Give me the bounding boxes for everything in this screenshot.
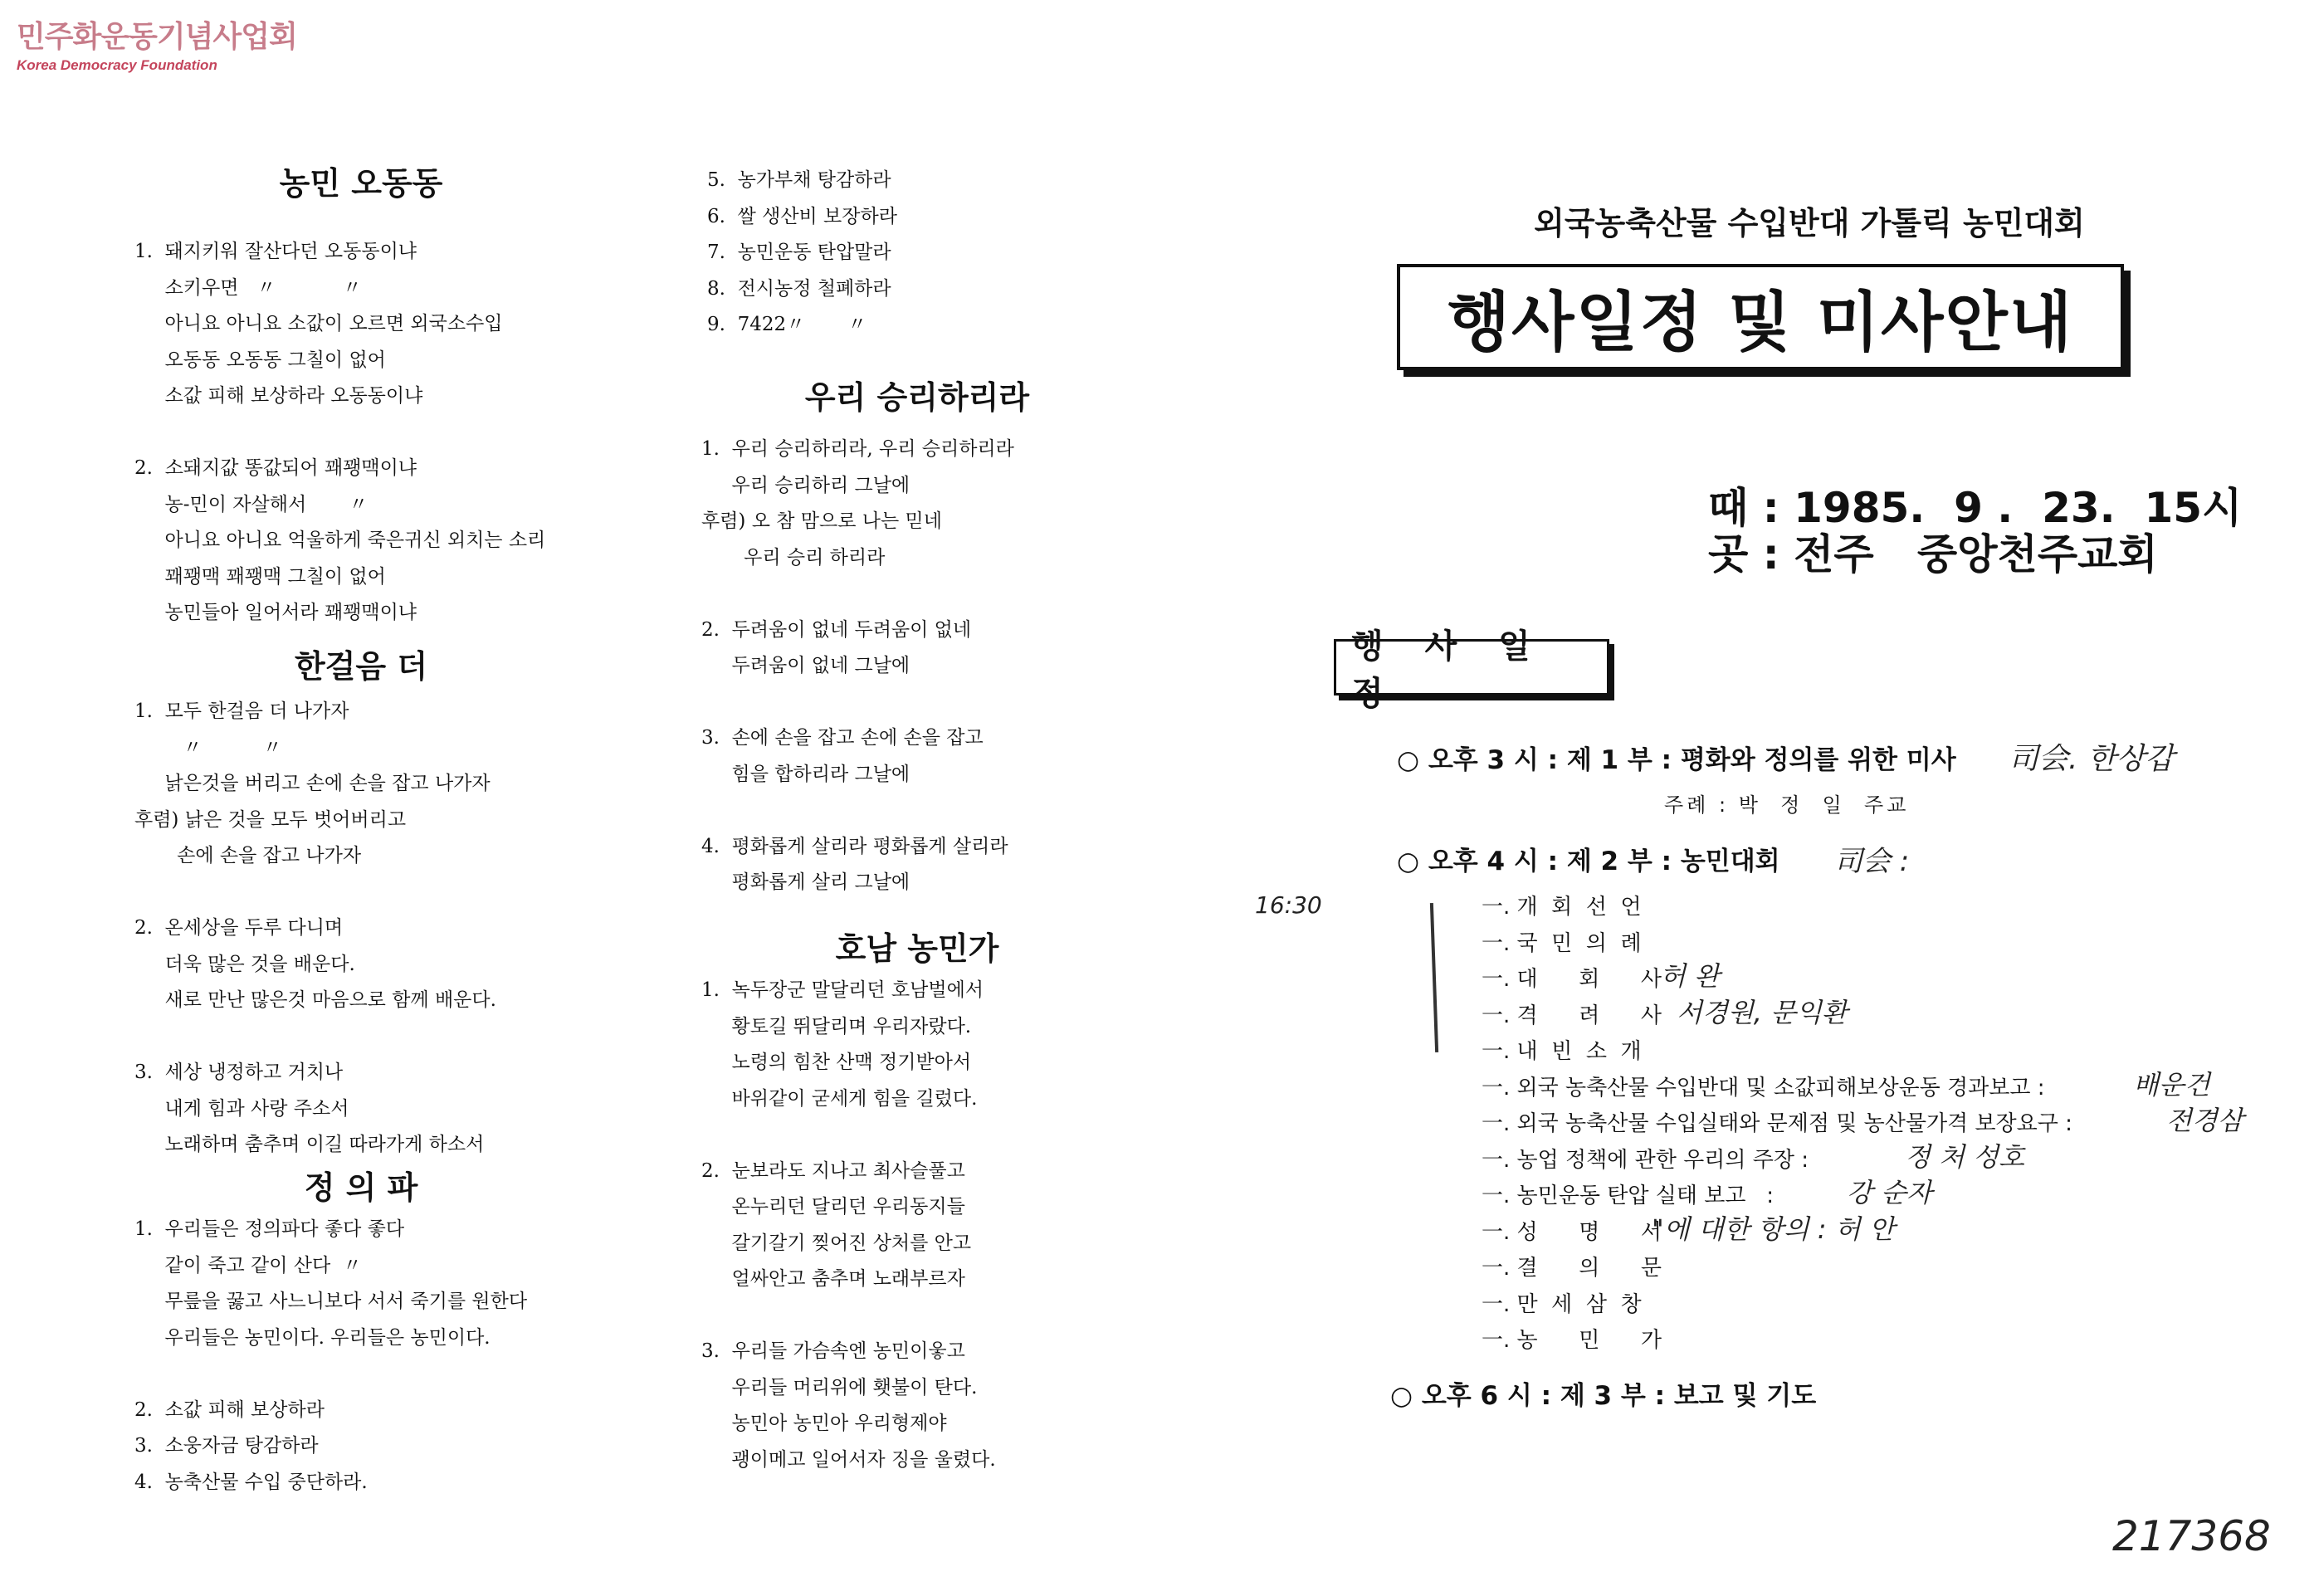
- program-item: 一. 격 려 사: [1482, 1003, 1662, 1028]
- watermark: [17, 13, 297, 74]
- part2-handwritten-note: 司会 :: [1834, 845, 1910, 878]
- program-part1: ○ 오후 3 시 : 제 1 부 : 평화와 정의를 위한 미사: [1397, 745, 1956, 775]
- program-item: 一. 성 명 서: [1482, 1219, 1662, 1245]
- watermark-english: Korea Democracy Foundation: [17, 57, 217, 73]
- event-title-box: [1397, 264, 2124, 370]
- song-lyrics-we-shall-overcome: 1. 우리 승리하리라, 우리 승리하리라 우리 승리하리 그날에 후렴) 오 참 맘으로 나는 믿네 우리 승리 하리라 2. 두려움이 없네 두려움이 없네 두려움이 없네 그날에 3. 손에 손을 잡고 손에 손을 잡고 힘을 합하리라 그날에 4. 평화롭게 살리라 평화롭게 살리라 평화롭게 살리 그날에: [701, 438, 1014, 893]
- song-lyrics-honam: 1. 녹두장군 말달리던 호남벌에서 황토길 뛰달리며 우리자랐다. 노령의 힘찬 산맥 정기받아서 바위같이 굳세게 힘을 길렀다. 2. 눈보라도 지나고 최사슬풀고 온누리던 달리던 우리동지들 갈기갈기 찢어진 상처를 안고 얼싸안고 춤추며 노래부르자 3. 우리들 가슴속엔 농민이웋고 우리들 머리위에 횃불이 탄다. 농민아 농민아 우리형제야 괭이메고 일어서자 징을 울렸다.: [701, 979, 996, 1471]
- program-item: 一. 국 민 의 례: [1482, 930, 1642, 956]
- program-item-handwritten-note: 정 처 성호: [1905, 1140, 2024, 1173]
- song-title-odongdong: 농민 오동동: [279, 165, 443, 202]
- program-item: 一. 농민운동 탄압 실태 보고 :: [1482, 1184, 1775, 1208]
- program-item-handwritten-note: 서경원, 문익환: [1677, 996, 1848, 1028]
- program-item-handwritten-note: 강 순자: [1847, 1177, 1932, 1208]
- song-title-honam: 호남 농민가: [835, 930, 999, 967]
- program-item: 一. 외국 농축산물 수입실태와 문제점 및 농산물가격 보장요구 :: [1482, 1111, 2072, 1136]
- song-lyrics-justice: 1. 우리들은 정의파다 좋다 좋다 같이 죽고 같이 산다 〃 무릎을 꿇고 사느니보다 서서 죽기를 원한다 우리들은 농민이다. 우리들은 농민이다. 2. 소값 피해 보상하라 3. 소웅자금 탕감하라 4. 농축산물 수입 중단하라.: [134, 1218, 528, 1493]
- schedule-heading: 행 사 일 정: [1351, 627, 1545, 713]
- event-where: 곳 : 전주 중앙천주교회: [1708, 530, 2158, 578]
- watermark-korean: 민주화운동기념사업회: [17, 20, 297, 54]
- program-item: 一. 결 의 문: [1482, 1256, 1662, 1281]
- song-lyrics-one-more-step: 1. 모두 한걸음 더 나가자 〃 〃 낡은것을 버리고 손에 손을 잡고 나가자 후렴) 낡은 것을 모두 벗어버리고 손에 손을 잡고 나가자 2. 온세상을 두루 다니며 더욱 많은 것을 배운다. 새로 만난 많은것 마음으로 함께 배운다. 3. 세상 냉정하고 거치나 내게 힘과 사랑 주소서 노래하며 춤추며 이길 따라가게 하소서: [134, 700, 496, 1155]
- program-item: 一. 외국 농축산물 수입반대 및 소값피해보상운동 경과보고 :: [1482, 1075, 2045, 1101]
- event-when: 때 : 1985. 9 . 23. 15시: [1708, 484, 2243, 532]
- program-item-handwritten-note: "에 대한 항의 : 허 안: [1652, 1213, 1895, 1245]
- handwritten-bracket: [1430, 903, 1438, 1052]
- program-item: 一. 농업 정책에 관한 우리의 주장 :: [1482, 1147, 1809, 1173]
- song-lyrics-odongdong: 1. 돼지키워 잘산다던 오동동이냐 소키우면 〃 〃 아니요 아니요 소값이 오르면 외국소수입 오동동 오동동 그칠이 없어 소값 피해 보상하라 오동동이냐 2. 소돼지값 똥값되어 꽤꽹맥이냐 농-민이 자살해서 〃 아니요 아니요 억울하게 죽은귀신 외치는 소리 꽤꽹맥 꽤꽹맥 그칠이 없어 농민들아 일어서라 꽤꽹맥이냐: [134, 241, 546, 623]
- program-part3: ○ 오후 6 시 : 제 3 부 : 보고 및 기도: [1390, 1381, 1817, 1411]
- song-lyrics-justice-cont: 5. 농가부채 탕감하라 6. 쌀 생산비 보장하라 7. 농민운동 탄압말라 8. 전시농정 철폐하라 9. 7422〃 〃: [707, 169, 897, 335]
- song-title-we-shall-overcome: 우리 승리하리라: [804, 379, 1030, 416]
- time-handwritten-note: 16:30: [1255, 891, 1322, 919]
- event-subtitle: 외국농축산물 수입반대 가톨릭 농민대회: [1534, 205, 2085, 242]
- song-title-one-more-step: 한걸음 더: [294, 648, 428, 685]
- program-item-handwritten-note: 배운건: [2133, 1068, 2210, 1101]
- schedule-heading-box: [1334, 627, 1609, 713]
- program-item: 一. 개 회 선 언: [1482, 895, 1642, 920]
- part1-handwritten-note: 司会. 한상갑: [2009, 742, 2175, 776]
- program-item: 一. 농 민 가: [1482, 1328, 1662, 1353]
- program-item: 一. 내 빈 소 개: [1482, 1039, 1642, 1064]
- program-part2: ○ 오후 4 시 : 제 2 부 : 농민대회: [1397, 847, 1780, 876]
- program-item-handwritten-note: 허 완: [1660, 960, 1720, 992]
- document-number: 217368: [2112, 1512, 2271, 1560]
- event-title: 행사일정 및 미사안내: [1447, 286, 2074, 360]
- program-item-handwritten-note: 전경삼: [2166, 1105, 2243, 1136]
- program-presider: 주례 : 박 정 일 주교: [1664, 793, 1910, 817]
- program-item: 一. 대 회 사: [1482, 967, 1662, 992]
- program-item: 一. 만 세 삼 창: [1482, 1291, 1642, 1317]
- song-title-justice: 정 의 파: [304, 1169, 418, 1206]
